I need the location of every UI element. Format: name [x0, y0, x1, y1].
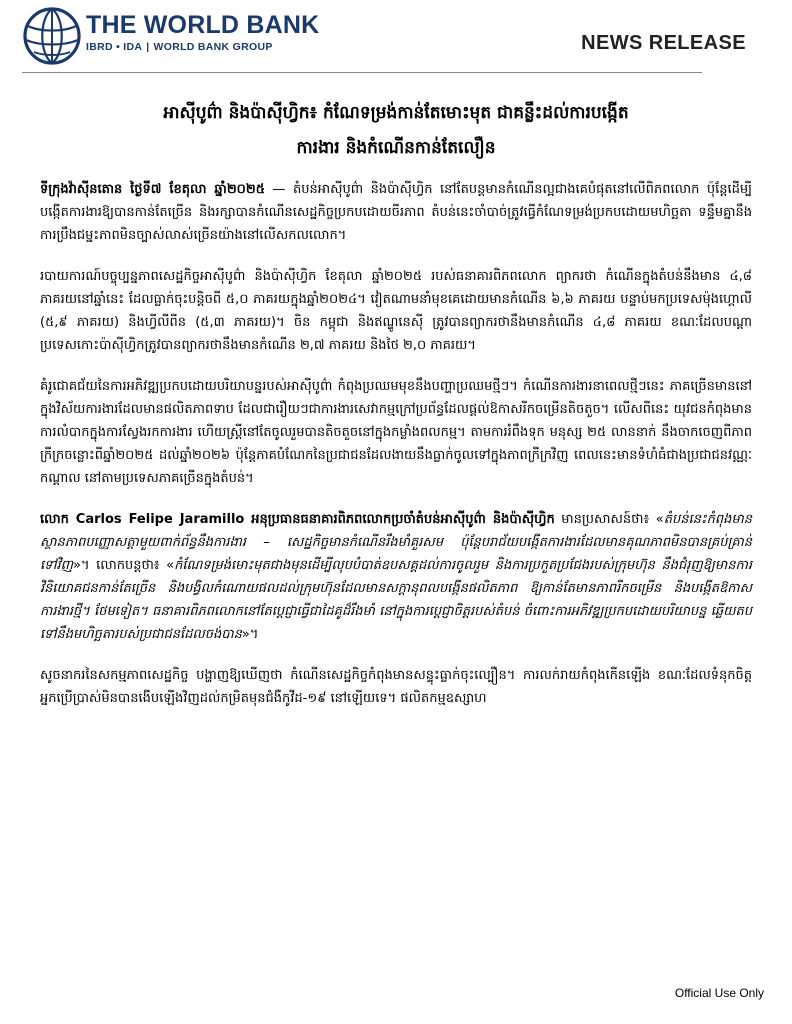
headline — [40, 96, 752, 166]
world-bank-globe-icon — [22, 6, 82, 66]
brand-subtitle — [86, 41, 319, 53]
quote-transition: »។ លោកបន្តថា៖ « — [73, 558, 175, 573]
brand-separator: | — [146, 41, 150, 53]
paragraph-5: សូចនាករនៃសកម្មភាពសេដ្ឋកិច្ច បង្ហាញឱ្យឃើញថា កំណើនសេដ្ឋកិច្ចកំពុងមានសន្ទុះធ្លាក់ចុះល្បឿន។ ការលក់រាយកំពុងកើនឡើង ខណៈដែលទំនុកចិត្តអ្នកប្រើប្រាស់មិនបានងើបឡើងវិញដល់កម្រិតមុនជំងឺកូវីដ-១៩ នៅឡើយទេ។ ផលិតកម្មឧស្សាហ — [40, 668, 752, 706]
article-body — [40, 178, 752, 728]
paragraph-1-text: — តំបន់អាស៊ីបូព៌ា និងប៉ាស៊ីហ្វិក នៅតែបន្តមានកំណើនល្អជាងគេបំផុតនៅលើពិភពលោក ប៉ុន្តែដើម្បីបង្កើតការងារឱ្យបានកាន់តែច្រើន និងរក្សាបានកំណើនសេដ្ឋកិច្ចប្រកបដោយចីរភាព តំបន់នេះចាំបាច់ត្រូវធ្វើកំណែទម្រង់ប្រកបដោយមហិច្ឆតា ទន្ទឹមគ្នានឹងការប្រឹងជម្នះភាពមិនច្បាស់លាស់ច្រើនយ៉ាងនៅលើសកលលោក។ — [40, 182, 752, 243]
brand-block — [86, 12, 319, 53]
quote-intro: មានប្រសាសន៍ថា៖ « — [554, 512, 664, 527]
headline-line-2: ការងារ និងកំណើនកាន់តែលឿន — [296, 138, 496, 158]
brand-title: THE WORLD BANK — [86, 11, 320, 39]
header-divider — [22, 72, 702, 73]
paragraph-1 — [40, 178, 752, 247]
brand-subtitle-left: IBRD • IDA — [86, 41, 143, 53]
paragraph-3: គំរូជោគជ័យនៃការអភិវឌ្ឍប្រកបដោយបរិយាបន្នរបស់អាស៊ីបូព៌ា កំពុងប្រឈមមុខនឹងបញ្ហាប្រឈមថ្មីៗ។ កំណើនការងារនាពេលថ្មីៗនេះ ភាគច្រើនមាននៅក្នុងវិស័យការងារដែលមានផលិតភាពទាប ដែលជារឿយៗជាការងារសេវាកម្មក្រៅប្រព័ន្ធដែលផ្តល់ឱកាសរីកចម្រើនតិចតួច។ លើសពីនេះ យុវជនកំពុងមានការលំបាកក្នុងការស្វែងរកការងារ ហើយស្ត្រីនៅតែចូលរួមបានតិចតួចនៅក្នុងកម្លាំងពលកម្ម។ តាមការរំពឹងទុក មនុស្ស ២៥ លាននាក់ នឹងចាកចេញពីភាពក្រីក្រចន្លោះពីឆ្នាំ២០២៥ ដល់ឆ្នាំ២០២៦ ប៉ុន្តែភាគបំណែកនៃប្រជាជនដែលងាយនឹងធ្លាក់ចូលទៅក្នុងភាពក្រីក្រវិញ ពេលនេះមានទំហំធំជាងប្រជាជនវណ្ណៈកណ្តាល នៅតាមប្រទេសភាគច្រើនក្នុងតំបន់។ — [40, 379, 752, 486]
headline-line-1: អាស៊ីបូព៌ា និងប៉ាស៊ីហ្វិក៖ កំណែទម្រង់កាន់តែមោះមុត ជាគន្លឹះដល់ការបង្កើត — [163, 103, 629, 123]
dateline: ទីក្រុងវ៉ាស៊ីនតោន ថ្ងៃទី៧ ខែតុលា ឆ្នាំ២០២៥ — [40, 182, 265, 197]
quote-2: កំណែទម្រង់មោះមុតជាងមុនដើម្បីលុបបំបាត់ឧបសគ្គដល់ការចូលរួម និងការប្រកួតប្រជែងរបស់ក្រុមហ៊ុន នឹងជំរុញឱ្យមានការវិនិយោគជនកាន់តែច្រើន និងបង្វិលកំណោយផលដល់ក្រុមហ៊ុនដែលមានសក្តានុពលបង្កើនផលិតភាព ឱ្យកាន់តែមានភាពរីកចម្រើន និងបង្កើតឱកាសការងារថ្មី។ ថែមទៀត។ ធនាគារពិភពលោកនៅតែប្តេជ្ញាធ្វើជាដៃគូដ៏រឹងមាំ នៅក្នុងការប្តេជ្ញាចិត្តរបស់តំបន់ ចំពោះការអភិវឌ្ឍប្រកបដោយបរិយាបន្ន ឆ្លើយតបទៅនឹងមហិច្ឆតារបស់ប្រជាជនដែលចង់បាន — [40, 558, 752, 642]
speaker-name: លោក Carlos Felipe Jaramillo អនុប្រធានធនាគារពិភពលោកប្រចាំតំបន់អាស៊ីបូព៌ា និងប៉ាស៊ីហ្វិក — [40, 512, 555, 527]
brand-subtitle-right: WORLD BANK GROUP — [153, 41, 273, 53]
quote-1: តំបន់នេះកំពុងមានស្ថានភាពបញ្ញោសត្តាមួយពាក់ព័ន្ធនឹងការងារ – សេដ្ឋកិច្ចមានកំណើនរឹងមាំគួរសម ប៉ុន្តែបរាជ័យបង្កើតការងារដែលមានគុណភាពមិនបានគ្រប់គ្រាន់ទៅវិញ — [40, 512, 752, 573]
quote-end: »។ — [241, 627, 259, 642]
paragraph-4 — [40, 508, 752, 646]
paragraph-2: របាយការណ៍បច្ចុប្បន្នភាពសេដ្ឋកិច្ចអាស៊ីបូព៌ា និងប៉ាស៊ីហ្វិក ខែតុលា ឆ្នាំ២០២៥ របស់ធនាគារពិភពលោក ព្យាករថា កំណើនក្នុងតំបន់នឹងមាន ៤,៨ ភាគរយនៅឆ្នាំនេះ ដែលធ្លាក់ចុះបន្តិចពី ៥,០ ភាគរយក្នុងឆ្នាំ២០២៤។ វៀតណាមនាំមុខគេដោយមានកំណើន ៦,៦ ភាគរយ បន្ទាប់មកប្រទេសម៉ុងហ្គោលី (៥,៩ ភាគរយ) និងហ្វីលីពីន (៥,៣ ភាគរយ)។ ចិន កម្ពុជា និងឥណ្ឌូនេស៊ី ត្រូវបានព្យាករថានឹងមានកំណើន ៤,៨ ភាគរយ ខណៈដែលបណ្តាប្រទេសកោះប៉ាស៊ីហ្វិកត្រូវបានព្យាករថានឹងមានកំណើន ២,៧ ភាគរយ និងថៃ ២,០ ភាគរយ។ — [40, 269, 752, 353]
classification-footer: Official Use Only — [674, 986, 764, 1000]
news-release-label: NEWS RELEASE — [581, 32, 746, 54]
